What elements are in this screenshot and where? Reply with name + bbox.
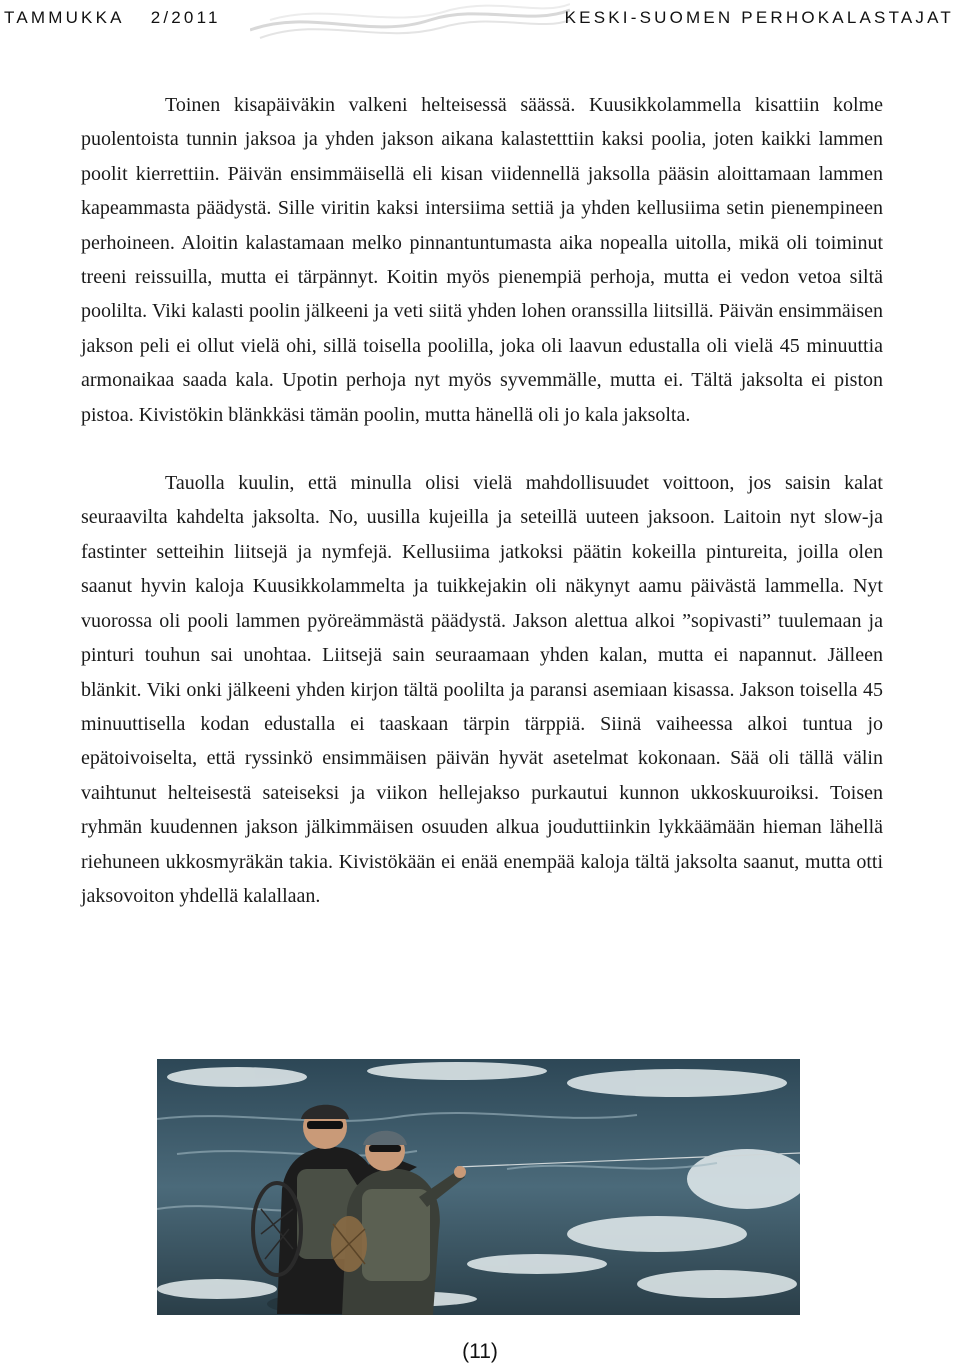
header-left: [4, 8, 221, 28]
header-wave-decoration: [250, 0, 570, 44]
article-body: [81, 88, 883, 913]
fishing-photo-illustration: [157, 1059, 800, 1315]
paragraph-2: Tauolla kuulin, että minulla olisi vielä mahdollisuudet voittoon, jos saisin kalat seuraavilta kahdelta jaksolta. No, uusilla kujeilla ja seteillä uuteen jaksoon. Laitoin nyt slow-ja fastinter setteihin liitsejä ja nymfejä. Kellusiima jatkoksi päätin kokeilla pintureita, joilla olen saanut hyvin kaloja Kuusikkolammelta ja tuikkejakin oli näkynyt aamu päivästä lammella. Nyt vuorossa oli pooli lammen pyöreämmästä päädystä. Jakson alettua alkoi ”sopivasti” tuulemaan ja pinturi touhun sai unohtaa. Liitsejä sain seuraamaan yhden kalan, mutta ei napannut. Jälleen blänkit. Viki onki jälkeeni yhden kirjon tältä poolilta ja paransi asemiaan kisassa. Jakson toisella 45 minuuttisella kodan edustalla ei taaskaan tärpin tärppiä. Siinä vaiheessa alkoi tuntua jo epätoivoiselta, että ryssinkö ensimmäisen päivän hyvät asetelmat kokonaan. Sää oli tällä välin vaihtunut helteisestä sateiseksi ja viikon hellejakso purkautui kunnon ukkoskuuroiksi. Toisen ryhmän kuudennen jakson jälkimmäisen osuuden alkua jouduttiinkin lykkäämään hieman lähellä riehuneen ukkosmyräkän takia. Kivistökään ei enää enempää kaloja tältä jaksolta saanut, mutta otti jaksovoiton yhdellä kalallaan.: [81, 472, 883, 907]
organization-name: KESKI-SUOMEN PERHOKALASTAJAT: [564, 8, 954, 27]
magazine-name: TAMMUKKA: [4, 8, 125, 27]
issue-number: 2/2011: [150, 8, 221, 27]
page-header: [0, 0, 960, 44]
paragraph-1: Toinen kisapäiväkin valkeni helteisessä säässä. Kuusikkolammella kisattiin kolme puolentoista tunnin jaksoa ja yhden jakson aikana kalastetttiin kaksi poolia, joten kaikki lammen poolit kierrettiin. Päivän ensimmäisellä eli kisan viidennellä jaksolla pääsin aloittamaan lammen kapeammasta päädystä. Sille viritin kaksi intersiima settiä ja yhden kellusiima setin pienempineen perhoineen. Aloitin kalastamaan melko pinnantuntumasta aika nopealla uitolla, mikä oli toiminut treeni reissuilla, mutta ei tärpännyt. Koitin myös pienempiä perhoja, mutta ei vedon vetoa siltä poolilta. Viki kalasti poolin jälkeeni ja veti siitä yhden lohen oranssilla liitsillä. Päivän ensimmäisen jakson peli ei ollut vielä ohi, sillä toisella poolilla, joka oli laavun edustalla oli vielä 45 minuuttia armonaikaa saada kala. Upotin perhoja nyt myös syvemmälle, mutta ei. Tältä jaksolta ei piston pistoa. Kivistökin blänkkäsi tämän poolin, mutta hänellä oli jo kala jaksolta.: [81, 94, 883, 426]
fishing-photo: [157, 1059, 800, 1315]
page-number: (11): [462, 1340, 498, 1363]
